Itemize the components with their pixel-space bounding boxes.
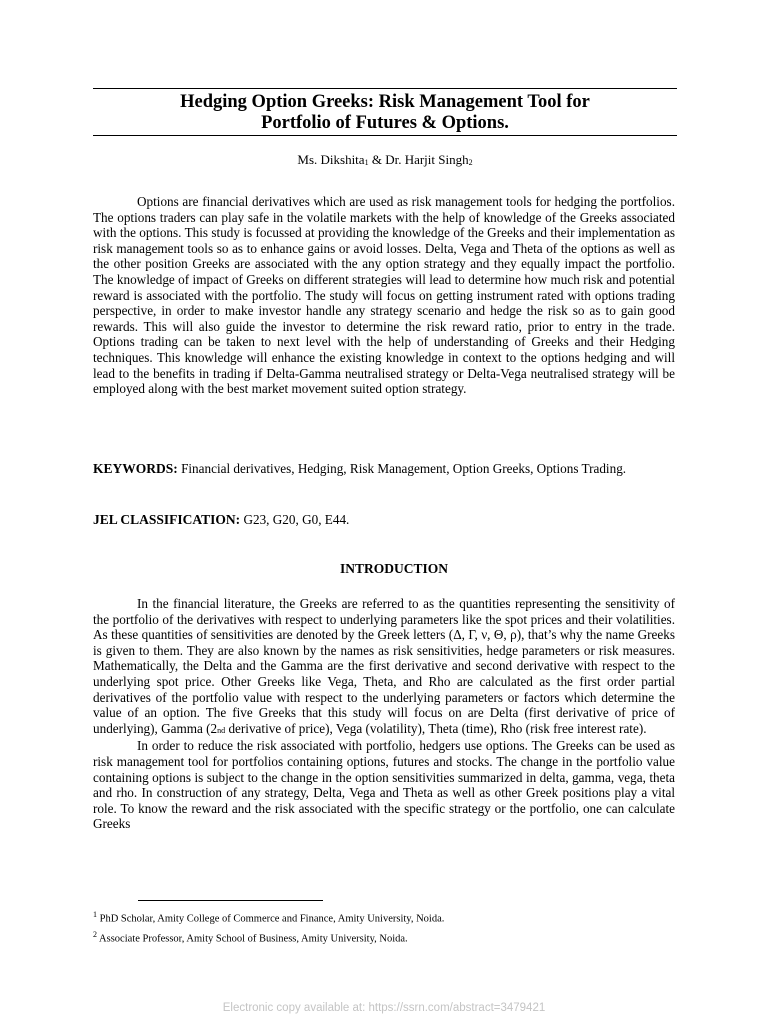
footnote-2-mark: 2 bbox=[93, 929, 97, 939]
jel-classification bbox=[93, 512, 675, 528]
keywords bbox=[93, 461, 675, 477]
author-1: Ms. Dikshita bbox=[297, 152, 365, 167]
title-top-rule bbox=[93, 88, 677, 89]
keywords-text: Financial derivatives, Hedging, Risk Management, Option Greeks, Options Trading. bbox=[177, 461, 627, 476]
author-2-mark: 2 bbox=[468, 158, 473, 167]
footnote-2-text: Associate Professor, Amity School of Business, Amity University, Noida. bbox=[97, 933, 408, 944]
intro-paragraph-2: In order to reduce the risk associated with portfolio, hedgers use options. The Greeks can be used as risk management tool for portfolios containing options, futures and stocks. The change in the portfolio value containing options is subject to the change in the option sensitivities summarized in delta, gamma, vega, theta and rho. In construction of any strategy, Delta, Vega and Theta as well as other Greek positions play a vital role. To know the reward and the risk associated with the specific strategy or the portfolio, one can calculate Greeks bbox=[93, 738, 675, 832]
title-line-2: Portfolio of Futures & Options. bbox=[261, 113, 509, 133]
intro-paragraph-1 bbox=[93, 596, 675, 738]
footnote-1-mark: 1 bbox=[93, 910, 97, 919]
abstract bbox=[93, 194, 675, 397]
intro-p1-superscript: nd bbox=[217, 725, 226, 735]
footnote-1-text: PhD Scholar, Amity College of Commerce and Finance, Amity University, Noida. bbox=[97, 913, 445, 925]
footnote-1 bbox=[93, 907, 693, 927]
footnotes bbox=[93, 907, 693, 946]
footnote-rule bbox=[138, 900, 323, 901]
jel-text: G23, G20, G0, E44. bbox=[240, 512, 350, 527]
abstract-text: Options are financial derivatives which are used as risk management tools for hedging the portfolios. The options traders can play safe in the volatile markets with the help of knowledge of the Greeks associated with the options. This study is focussed at providing the knowledge of the Greeks and their implementation as risk management tools so as to enhance gains or avoid losses. Delta, Vega and Theta of the options as well as the other position Greeks are associated with the any option strategy and they equally impact the portfolio. The knowledge of impact of Greeks on different strategies will lead to determine how much risk and potential reward is associated with the portfolio. The study will focus on getting instrument rated with options trading perspective, in order to make investor handle any strategy scenario and hedge the risk so as to gain good rewards. This will also guide the investor to determine the risk reward ratio, prior to entry in the trade. Options trading can be taken to next level with the help of understanding of Greeks and their Hedging techniques. This knowledge will enhance the existing knowledge in context to the options hedging and will lead to the benefits in trading if Delta-Gamma neutralised strategy or Delta-Vega neutralised strategy will be employed along with the best market movement suited option strategy. bbox=[93, 194, 675, 397]
intro-p1-text-a: In the financial literature, the Greeks are referred to as the quantities representing the sensitivity of the portfolio of the derivatives with respect to underlying parameters like the spot prices and their volatilities. As these quantities of sensitivities are denoted by the Greek letters (Δ, Γ, ν, Θ, ρ), that’s why the name Greeks is given to them. They are also known by the names as risk sensitivities, hedge parameters or risk measures. Mathematically, the Delta and the Gamma are the first derivative and second derivative with respect to the underlying spot price. Other Greeks like Vega, Theta, and Rho are calculated as the first order partial derivatives of the portfolio value with respect to the underlying parameters or factors which determine the value of an option. The five Greeks that this study will focus on are Delta (first derivative of price of underlying), Gamma (2 bbox=[93, 596, 675, 736]
author-separator: & bbox=[368, 152, 386, 167]
author-1-mark: 1 bbox=[364, 158, 369, 167]
ssrn-footer: Electronic copy available at: https://ssrn.com/abstract=3479421 bbox=[222, 1002, 546, 1014]
authors-line bbox=[93, 152, 677, 168]
introduction-body bbox=[93, 596, 675, 832]
title-line-1: Hedging Option Greeks: Risk Management Tool for bbox=[180, 92, 590, 112]
paper-title bbox=[93, 92, 677, 134]
author-2: Dr. Harjit Singh bbox=[385, 152, 469, 167]
jel-label: JEL CLASSIFICATION: bbox=[93, 512, 241, 527]
keywords-label: KEYWORDS: bbox=[93, 461, 178, 476]
introduction-heading: INTRODUCTION bbox=[339, 561, 448, 576]
intro-p1-text-b: derivative of price), Vega (volatility), Theta (time), Rho (risk free interest rate). bbox=[225, 720, 647, 736]
title-bottom-rule bbox=[93, 135, 677, 136]
footnote-2 bbox=[93, 927, 693, 947]
